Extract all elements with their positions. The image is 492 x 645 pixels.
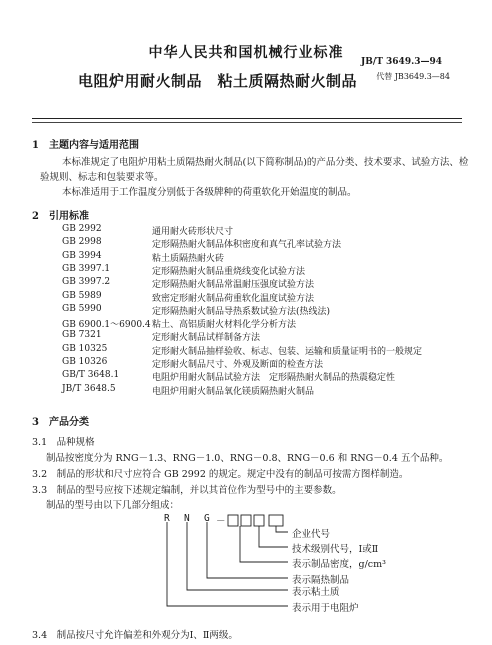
code-box-density-3	[254, 515, 264, 526]
standard-code: JB/T 3649.3—94	[361, 57, 442, 67]
section-1-para-1-line-2: 验规则、标志和包装要求等。	[40, 172, 164, 183]
code-box-density-1	[228, 515, 238, 526]
section-3-heading: 3 产品分类	[32, 417, 89, 428]
reference-description: 粘土质隔热耐火砖	[152, 253, 225, 264]
reference-description: 通用耐火砖形状尺寸	[152, 227, 234, 237]
leader-grade	[259, 526, 288, 547]
reference-description: 定形隔热耐火制品常温耐压强度试验方法	[152, 280, 315, 291]
code-box-grade	[269, 515, 283, 526]
section-3-1-text: 制品按密度分为 RNG－1.3、RNG－1.0、RNG－0.8、RNG－0.6 和 RNG－0.4 五个品种。	[46, 453, 449, 464]
label-enterprise-code: 企业代号	[292, 529, 331, 540]
section-1-para-1-line-1: 本标准规定了电阻炉用粘土质隔热耐火制品(以下简称制品)的产品分类、技术要求、试验方法、检	[62, 157, 469, 168]
reference-description: 定形隔热耐火制品导热系数试验方法(热线法)	[152, 306, 331, 317]
model-code-dash: －	[216, 516, 226, 527]
reference-code: GB 2992	[62, 224, 102, 234]
reference-code: GB 10326	[62, 357, 108, 367]
section-2-heading: 2 引用标准	[32, 211, 89, 222]
replaces-note: 代替 JB3649.3—84	[376, 72, 450, 81]
section-3-2-text: 3.2 制品的形状和尺寸应符合 GB 2992 的规定。规定中没有的制品可按需方图样制造。	[32, 469, 409, 480]
reference-code: GB 3997.2	[62, 277, 111, 288]
standard-org-title: 中华人民共和国机械行业标准	[148, 45, 344, 61]
label-density: 表示制品密度，g/cm³	[292, 559, 386, 570]
reference-code: GB 6900.1～6900.4	[62, 320, 151, 331]
reference-description: 粘土、高铝质耐火材料化学分析方法	[152, 320, 297, 331]
section-1-para-2: 本标准适用于工作温度分别低于各级牌种的荷重软化开始温度的制品。	[62, 187, 357, 198]
reference-code: GB 5989	[62, 290, 102, 301]
code-box-density-2	[241, 515, 251, 526]
reference-code: GB 3994	[62, 250, 102, 261]
reference-description: 定形耐火制品抽样验收、标志、包装、运输和质量证明书的一般规定	[152, 346, 423, 357]
section-3-1-heading: 3.1 品种规格	[32, 437, 95, 448]
reference-description: 定形隔热耐火制品重烧线变化试验方法	[152, 266, 306, 277]
reference-code: GB 3997.1	[62, 263, 111, 274]
label-clay: 表示粘土质	[292, 587, 340, 598]
label-tech-grade: 技术级别代号，Ⅰ或Ⅱ	[292, 544, 379, 555]
reference-code: GB/T 3648.1	[62, 370, 120, 381]
model-code-letter-g: G	[204, 513, 210, 524]
model-code-letter-r: R	[164, 513, 170, 524]
section-3-3-line-2: 制品的型号由以下几部分组成：	[46, 500, 180, 511]
reference-code: GB 5990	[62, 303, 102, 314]
reference-description: 致密定形耐火制品荷重软化温度试验方法	[152, 293, 315, 304]
section-3-3-line-1: 3.3 制品的型号应按下述规定编制，并以其首位作为型号中的主要参数。	[32, 485, 342, 496]
reference-code: JB/T 3648.5	[62, 383, 116, 394]
reference-code: GB 7321	[62, 330, 102, 341]
reference-description: 定形隔热耐火制品体积密度和真气孔率试验方法	[152, 240, 342, 251]
reference-description: 电阻炉用耐火制品试验方法 定形隔热耐火制品的热震稳定性	[152, 373, 396, 384]
leader-furnace	[167, 522, 288, 606]
reference-description: 电阻炉用耐火制品氧化镁质隔热耐火制品	[152, 386, 315, 397]
reference-code: GB 2998	[62, 237, 102, 248]
reference-description: 定形耐火制品尺寸、外观及断面的检查方法	[152, 360, 324, 370]
reference-description: 定形耐火制品试样制备方法	[152, 333, 261, 344]
section-1-heading: 1 主题内容与适用范围	[32, 140, 139, 151]
leader-density	[240, 526, 288, 562]
section-3-4-text: 3.4 制品按尺寸允许偏差和外观分为Ⅰ、Ⅱ两级。	[32, 630, 238, 641]
leader-clay	[187, 522, 288, 590]
document-title: 电阻炉用耐火制品 粘土质隔热耐火制品	[78, 72, 358, 90]
label-insulating: 表示隔热制品	[292, 575, 350, 586]
label-furnace: 表示用于电阻炉	[292, 603, 359, 614]
leader-enterprise	[276, 526, 288, 532]
model-code-letter-n: N	[184, 513, 190, 524]
reference-code: GB 10325	[62, 343, 108, 354]
